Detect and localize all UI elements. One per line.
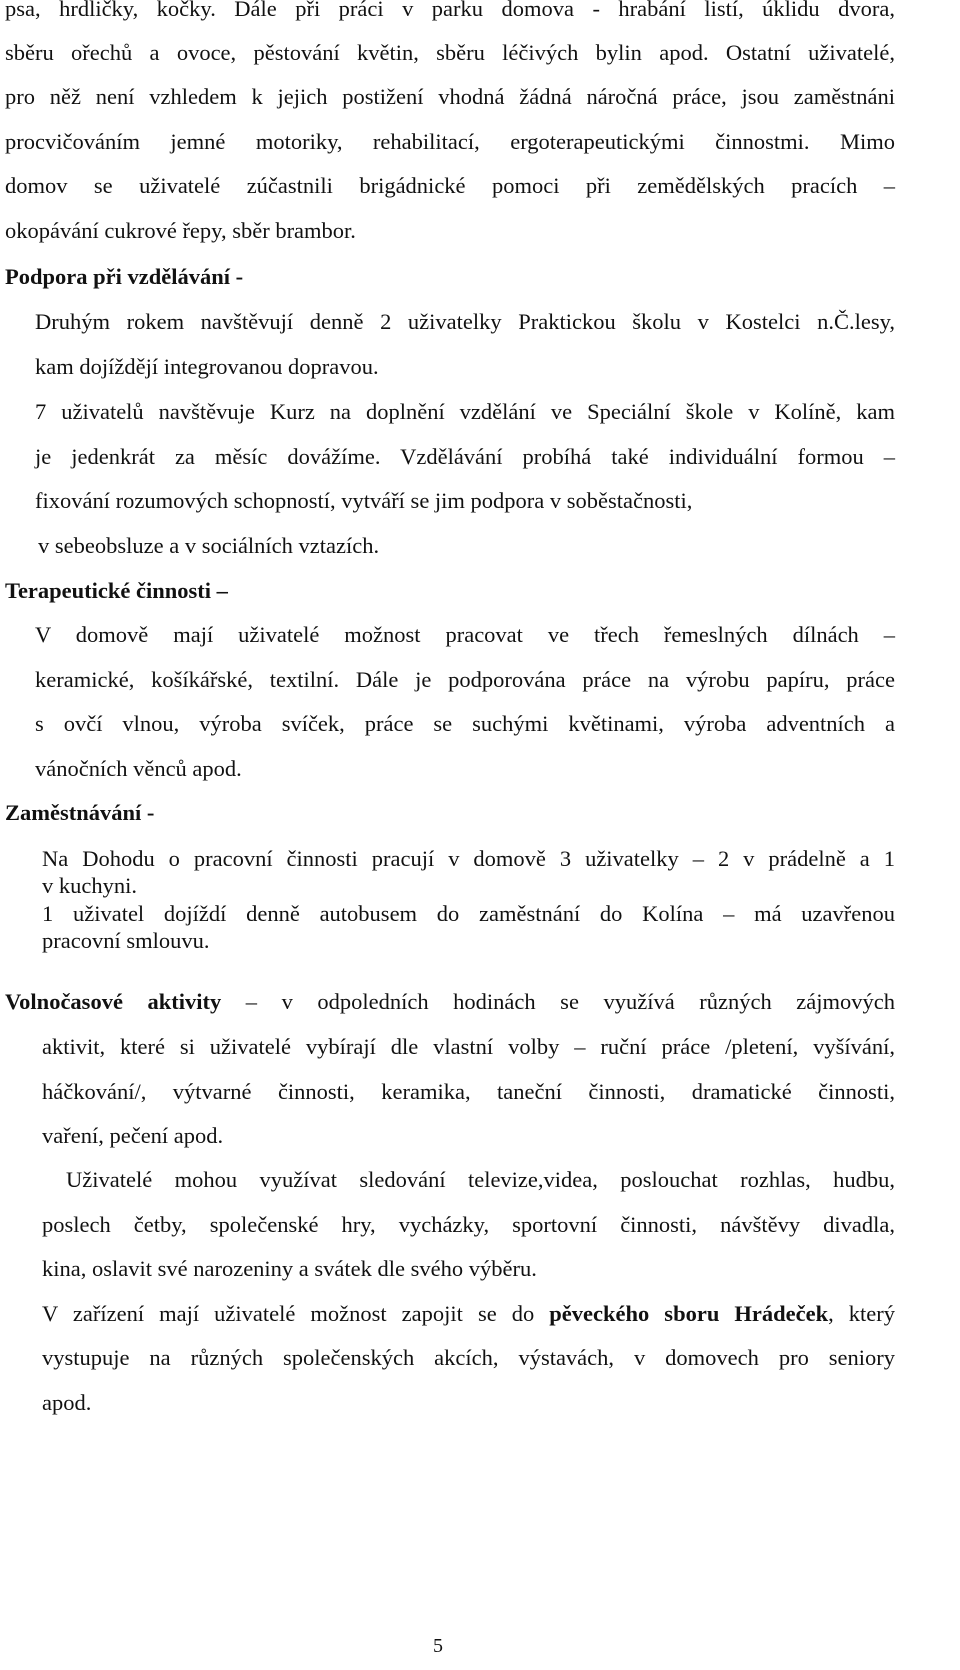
leisure-first-line [5, 987, 895, 1017]
intro-line-3: pro něž není vzhledem k jejich postižení vhodná žádná náročná práce, jsou zaměstnáni [5, 84, 895, 109]
employment-heading: Zaměstnávání - [5, 800, 155, 825]
choir-line-2: vystupuje na různých společenských akcích, výstavách, v domovech pro seniory [42, 1345, 895, 1370]
education-line-2: kam dojíždějí integrovanou dopravou. [35, 354, 379, 379]
leisure-heading-rest: – v odpoledních hodinách se využívá různých zájmových [221, 989, 895, 1014]
employment-line-4: pracovní smlouvu. [42, 928, 210, 953]
employment-line-2: v kuchyni. [42, 873, 137, 898]
leisure-line-2: háčkování/, výtvarné činnosti, keramika, taneční činnosti, dramatické činnosti, [42, 1079, 895, 1104]
education-line-4: je jedenkrát za měsíc dovážíme. Vzdělávání probíhá také individuální formou – [35, 444, 895, 469]
education-line-6: v sebeobsluze a v sociálních vztazích. [38, 533, 380, 558]
therapy-line-2: keramické, košíkářské, textilní. Dále je podporována práce na výrobu papíru, práce [35, 667, 895, 692]
therapy-heading: Terapeutické činnosti – [5, 578, 228, 603]
choir-line [42, 1299, 895, 1329]
intro-line-2: sběru ořechů a ovoce, pěstování květin, sběru léčivých bylin apod. Ostatní uživatelé, [5, 40, 895, 65]
choir-name: pěveckého sboru Hrádeček [549, 1301, 829, 1326]
employment-line-1: Na Dohodu o pracovní činnosti pracují v domově 3 uživatelky – 2 v prádelně a 1 [42, 846, 895, 871]
leisure-line-3: vaření, pečení apod. [42, 1123, 224, 1148]
therapy-line-1: V domově mají uživatelé možnost pracovat ve třech řemeslných dílnách – [35, 622, 895, 647]
education-line-1: Druhým rokem navštěvují denně 2 uživatelky Praktickou školu v Kostelci n.Č.lesy, [35, 309, 895, 334]
leisure-line-1: aktivit, které si uživatelé vybírají dle vlastní volby – ruční práce /pletení, vyšívání, [42, 1034, 895, 1059]
intro-line-4: procvičováním jemné motoriky, rehabilitací, ergoterapeutickými činnostmi. Mimo [5, 129, 895, 154]
leisure-line-5: poslech četby, společenské hry, vycházky, sportovní činnosti, návštěvy divadla, [42, 1212, 895, 1237]
choir-line-3: apod. [42, 1390, 92, 1415]
therapy-line-3: s ovčí vlnou, výroba svíček, práce se suchými květinami, výroba adventních a [35, 711, 895, 736]
leisure-line-4: Uživatelé mohou využívat sledování televize,videa, poslouchat rozhlas, hudbu, [66, 1167, 895, 1192]
choir-prefix: V zařízení mají uživatelé možnost zapojit se do [42, 1301, 550, 1326]
education-heading: Podpora při vzdělávání - [5, 264, 244, 289]
page-number: 5 [433, 1635, 443, 1657]
intro-line-1: psa, hrdličky, kočky. Dále při práci v parku domova - hrabání listí, úklidu dvora, [5, 0, 895, 21]
therapy-line-4: vánočních věnců apod. [35, 756, 242, 781]
choir-suffix: , který [828, 1301, 896, 1326]
intro-line-6: okopávání cukrové řepy, sběr brambor. [5, 218, 356, 243]
employment-line-3: 1 uživatel dojíždí denně autobusem do zaměstnání do Kolína – má uzavřenou [42, 901, 895, 926]
education-line-5: fixování rozumových schopností, vytváří se jim podpora v soběstačnosti, [35, 488, 693, 513]
education-line-3: 7 uživatelů navštěvuje Kurz na doplnění vzdělání ve Speciální škole v Kolíně, kam [35, 399, 895, 424]
leisure-line-6: kina, oslavit své narozeniny a svátek dle svého výběru. [42, 1256, 537, 1281]
intro-line-5: domov se uživatelé zúčastnili brigádnické pomoci při zemědělských pracích – [5, 173, 895, 198]
leisure-heading: Volnočasové aktivity [5, 989, 222, 1014]
